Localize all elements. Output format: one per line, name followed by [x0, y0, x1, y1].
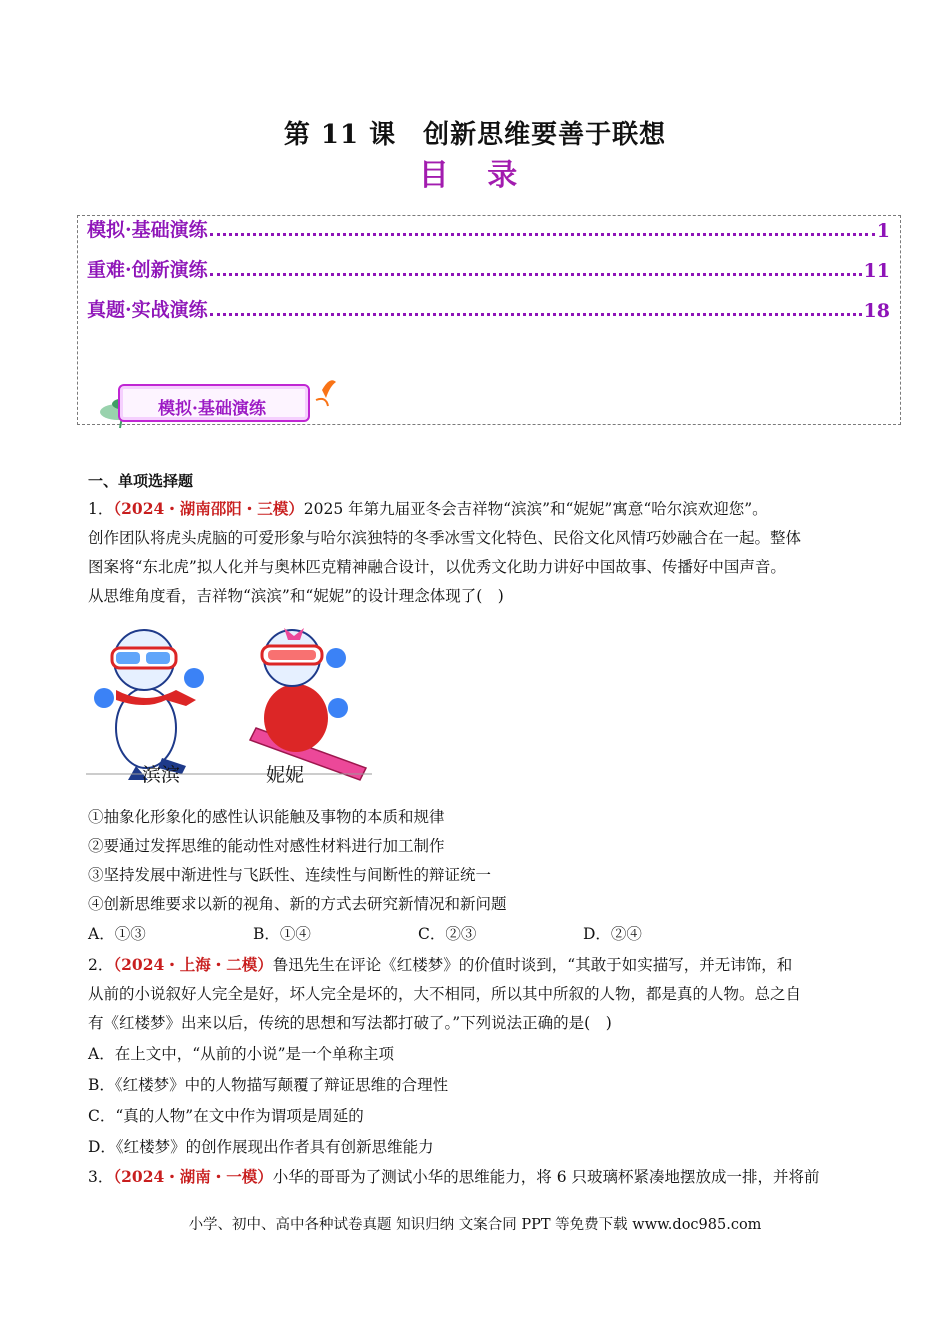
option-c[interactable]: C．②③	[418, 925, 477, 943]
mascot-label-nini: 妮妮	[266, 764, 305, 786]
toc-item-page: 11	[863, 260, 890, 282]
statement-4: ④创新思维要求以新的视角、新的方式去研究新情况和新问题	[88, 895, 507, 913]
question-1	[88, 494, 866, 611]
page-footer: 小学、初中、高中各种试卷真题 知识归纳 文案合同 PPT 等免费下载 www.doc985.com	[188, 1217, 762, 1233]
mascot-nini	[250, 628, 366, 780]
section-banner-label: 模拟·基础演练	[158, 399, 266, 419]
toc-item-3[interactable]	[87, 296, 890, 322]
question-text: 图案将“东北虎”拟人化并与奥林匹克精神融合设计，以优秀文化助力讲好中国故事、传播好中国声音。	[88, 558, 786, 576]
statement-2: ②要通过发挥思维的能动性对感性材料进行加工制作	[88, 837, 445, 855]
toc-item-1[interactable]	[87, 216, 890, 242]
section-heading: 一、单项选择题	[88, 472, 194, 490]
toc-item-label: 重难·创新演练	[87, 259, 208, 281]
toc-leader	[210, 273, 862, 276]
question-number: 1．	[88, 500, 114, 518]
question-source: （2024・湖南邵阳・三模）	[113, 499, 304, 518]
mascot-label-binbin: 滨滨	[142, 764, 181, 786]
toc-leader	[210, 313, 862, 316]
option-d[interactable]: D．②④	[583, 925, 642, 943]
question-3	[88, 1162, 866, 1192]
option-d[interactable]: D．《红楼梦》的创作展现出作者具有创新思维能力	[88, 1138, 434, 1156]
option-c[interactable]: C．“真的人物”在文中作为谓项是周延的	[88, 1107, 364, 1125]
question-text: 有《红楼梦》出来以后，传统的思想和写法都打破了。”下列说法正确的是( )	[88, 1014, 612, 1032]
option-b[interactable]: B．《红楼梦》中的人物描写颠覆了辩证思维的合理性	[88, 1076, 449, 1094]
toc-item-label: 模拟·基础演练	[87, 219, 208, 241]
option-a[interactable]: A．①③	[88, 925, 146, 943]
question-number: 2．	[88, 956, 114, 974]
statement-1: ①抽象化形象化的感性认识能触及事物的本质和规律	[88, 808, 445, 826]
toc-item-page: 1	[876, 220, 890, 242]
question-number: 3．	[88, 1168, 114, 1186]
question-2-line-1	[88, 950, 866, 980]
question-text: 鲁迅先生在评论《红楼梦》的价值时谈到，“其敢于如实描写，并无讳饰，和	[272, 956, 793, 974]
question-2	[88, 950, 866, 1162]
mascot-illustration	[86, 618, 376, 788]
option-a[interactable]: A．在上文中，“从前的小说”是一个单称主项	[88, 1045, 395, 1063]
question-text: 从前的小说叙好人完全是好，坏人完全是坏的，大不相同，所以其中所叙的人物，都是真的人物。总之自	[88, 985, 802, 1003]
option-b[interactable]: B．①④	[253, 925, 311, 943]
toc-item-label: 真题·实战演练	[87, 299, 208, 321]
question-text: 从思维角度看，吉祥物“滨滨”和“妮妮”的设计理念体现了( )	[88, 587, 504, 605]
statement-3: ③坚持发展中渐进性与飞跃性、连续性与间断性的辩证统一	[88, 866, 492, 884]
question-source: （2024・上海・二模）	[113, 955, 273, 974]
question-text: 小华的哥哥为了测试小华的思维能力，将 6 只玻璃杯紧凑地摆放成一排，并将前	[272, 1168, 820, 1186]
question-1-line-1	[88, 494, 866, 524]
page-title: 第 11 课 创新思维要善于联想	[283, 120, 667, 150]
question-text: 2025 年第九届亚冬会吉祥物“滨滨”和“妮妮”寓意“哈尔滨欢迎您”。	[303, 500, 768, 518]
question-text: 创作团队将虎头虎脑的可爱形象与哈尔滨独特的冬季冰雪文化特色、民俗文化风情巧妙融合在一起。整体	[88, 529, 802, 547]
toc-heading: 目 录	[418, 158, 532, 193]
question-source: （2024・湖南・一模）	[113, 1167, 273, 1186]
toc-item-page: 18	[863, 300, 890, 322]
mascot-binbin	[94, 630, 204, 780]
question-1-statements	[88, 803, 866, 919]
toc-leader	[210, 233, 875, 236]
toc-item-2[interactable]	[87, 256, 890, 282]
